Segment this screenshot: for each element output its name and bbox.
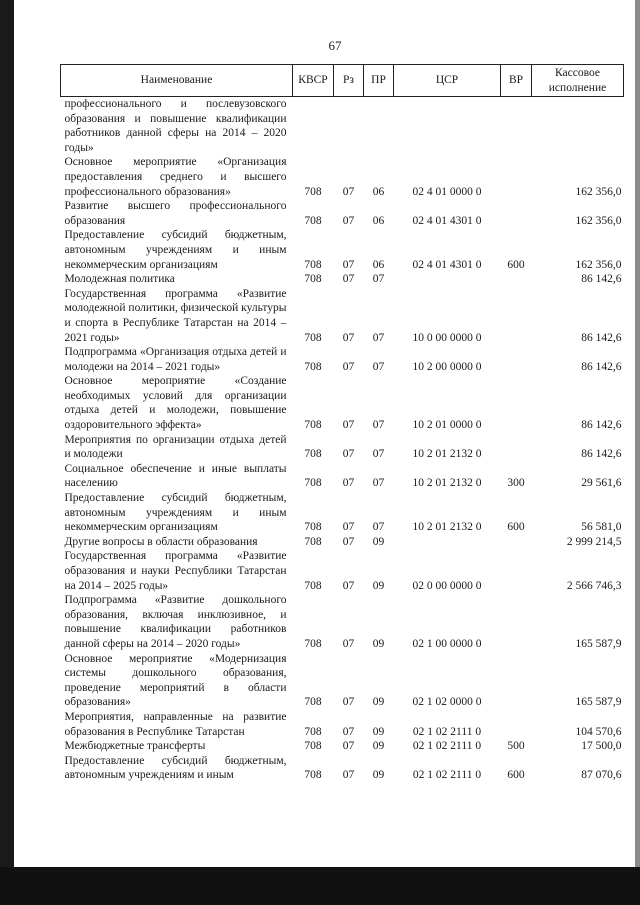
row-pr: 09 [372,535,385,548]
row-vr [501,155,532,199]
row-kvsr: 708 [304,579,322,592]
header-kvsr: КВСР [293,65,334,97]
row-pr [364,97,394,156]
table-row [61,272,624,287]
page-number: 67 [328,38,342,53]
row-vr: 600 [507,258,525,271]
row-vr [501,535,532,550]
row-vr [501,97,532,156]
table-row [61,739,624,754]
row-rz: 07 [342,331,355,344]
row-name: Мероприятия по организации отдыха детей и молодежи [64,433,287,461]
row-rz: 07 [342,579,355,592]
row-name: Подпрограмма «Организация отдыха детей и молодежи на 2014 – 2021 годы» [64,346,287,373]
row-amount: 86 142,6 [581,360,622,373]
row-amount [532,97,624,156]
row-vr: 300 [507,477,525,490]
row-csr: 02 1 02 2111 0 [412,725,482,738]
table-row [61,535,624,550]
row-vr [501,593,532,651]
row-rz: 07 [342,214,355,227]
row-pr: 09 [372,579,385,592]
row-amount: 17 500,0 [581,740,622,753]
row-amount: 165 587,9 [575,637,622,650]
row-csr: 02 1 02 2111 0 [412,769,482,782]
table-header-row [61,65,624,97]
table-row [61,228,624,272]
row-pr: 07 [372,477,385,490]
row-vr [501,652,532,710]
row-csr [394,272,501,287]
row-csr [394,97,501,156]
row-vr: 600 [507,521,525,534]
row-csr: 02 4 01 4301 0 [412,258,482,271]
table-row [61,462,624,491]
scan-edge-right [635,0,640,905]
row-pr: 06 [372,185,385,198]
row-rz [334,97,364,156]
row-kvsr: 708 [304,477,322,490]
row-pr: 09 [372,725,385,738]
row-rz: 07 [342,521,355,534]
row-pr: 06 [372,214,385,227]
row-vr: 500 [507,740,525,753]
header-vr: ВР [501,65,532,97]
row-pr: 07 [372,331,385,344]
row-csr: 10 2 00 0000 0 [412,360,482,373]
row-rz: 07 [342,477,355,490]
table-row [61,287,624,345]
row-name: Межбюджетные трансферты [64,740,206,753]
row-vr [501,549,532,593]
row-rz: 07 [342,535,355,548]
row-rz: 07 [342,637,355,650]
row-pr: 07 [372,360,385,373]
row-vr [501,272,532,287]
row-kvsr: 708 [304,637,322,650]
row-name: Предоставление субсидий бюджетным, автономным учреждениям и иным некоммерческим организациям [64,229,287,271]
row-rz: 07 [342,273,355,286]
row-csr: 02 1 02 0000 0 [412,696,482,709]
table-row [61,491,624,535]
row-name: Основное мероприятие «Организация предоставления среднего и высшего профессионального образования» [64,156,287,198]
row-kvsr: 708 [304,185,322,198]
row-kvsr: 708 [304,360,322,373]
row-amount: 86 142,6 [581,448,622,461]
table-row [61,710,624,739]
row-csr: 02 1 00 0000 0 [412,637,482,650]
row-amount: 165 587,9 [575,696,622,709]
row-rz: 07 [342,419,355,432]
row-rz: 07 [342,258,355,271]
row-pr: 07 [372,273,385,286]
row-vr [501,287,532,345]
row-name: Мероприятия, направленные на развитие образования в Республике Татарстан [64,710,287,738]
row-csr: 10 2 01 0000 0 [412,419,482,432]
row-name: Социальное обеспечение и иные выплаты населению [64,462,287,490]
table-body [61,97,624,783]
row-amount: 162 356,0 [575,214,622,227]
header-csr: ЦСР [394,65,501,97]
row-kvsr: 708 [304,740,322,753]
table-row [61,433,624,462]
row-kvsr: 708 [304,769,322,782]
row-vr [501,374,532,432]
row-vr [501,433,532,462]
table-row [61,549,624,593]
row-rz: 07 [342,725,355,738]
row-csr: 02 0 00 0000 0 [412,579,482,592]
table-row [61,652,624,710]
scan-edge-bottom [0,867,640,905]
row-pr: 07 [372,448,385,461]
row-amount: 162 356,0 [575,258,622,271]
row-pr: 09 [372,769,385,782]
row-name: Предоставление субсидий бюджетным, автономным учреждениям и иным некоммерческим организациям [64,492,287,534]
row-kvsr: 708 [304,419,322,432]
row-vr [501,199,532,228]
row-csr: 10 2 01 2132 0 [412,477,482,490]
row-rz: 07 [342,740,355,753]
row-kvsr [293,97,334,156]
row-name: Другие вопросы в области образования [64,535,258,548]
row-name: Подпрограмма «Развитие дошкольного образования, включая инклюзивное, и повышение квалификации работников данной сферы на 2014 – 2020 годы» [64,594,287,650]
table-row [61,97,624,156]
row-kvsr: 708 [304,448,322,461]
table-row [61,593,624,651]
row-kvsr: 708 [304,331,322,344]
table-row [61,199,624,228]
row-amount: 2 999 214,5 [566,535,622,548]
row-name: Предоставление субсидий бюджетным, автономным учреждениям и иным [64,754,287,782]
row-csr: 02 4 01 0000 0 [412,185,482,198]
row-kvsr: 708 [304,258,322,271]
header-name: Наименование [61,65,293,97]
row-name: Государственная программа «Развитие образования и науки Республики Татарстан на 2014 – 2025 годы» [64,550,287,592]
header-rz: Рз [334,65,364,97]
row-kvsr: 708 [304,696,322,709]
row-vr: 600 [507,769,525,782]
row-kvsr: 708 [304,535,322,548]
table-row [61,155,624,199]
row-amount: 2 566 746,3 [566,579,622,592]
row-name: Молодежная политика [64,273,175,286]
row-name: Развитие высшего профессионального образования [64,200,287,227]
row-amount: 86 142,6 [581,273,622,286]
budget-execution-table [60,64,624,783]
row-pr: 07 [372,521,385,534]
row-kvsr: 708 [304,273,322,286]
row-kvsr: 708 [304,521,322,534]
row-amount: 56 581,0 [581,521,622,534]
row-amount: 86 142,6 [581,419,622,432]
row-vr [501,345,532,374]
row-name: профессионального и послевузовского образования и повышение квалификации работников данной сферы на 2014 – 2020 годы» [64,98,287,154]
row-amount: 87 070,6 [581,769,622,782]
row-csr: 10 0 00 0000 0 [412,331,482,344]
row-name: Государственная программа «Развитие молодежной политики, физической культуры и спорта в Республике Татарстан на 2014 – 2021 годы» [64,287,287,344]
row-pr: 09 [372,637,385,650]
row-rz: 07 [342,769,355,782]
row-rz: 07 [342,360,355,373]
table-row [61,374,624,432]
row-pr: 06 [372,258,385,271]
row-kvsr: 708 [304,214,322,227]
row-rz: 07 [342,448,355,461]
row-csr [394,535,501,550]
row-name: Основное мероприятие «Модернизация системы дошкольного образования, проведение мероприятий в области образования» [64,652,287,709]
row-name: Основное мероприятие «Создание необходимых условий для организации отдыха детей и молодежи, повышение оздоровительного эффекта» [64,375,287,432]
row-csr: 10 2 01 2132 0 [412,448,482,461]
row-amount: 29 561,6 [581,477,622,490]
header-pr: ПР [364,65,394,97]
row-vr [501,710,532,739]
row-rz: 07 [342,185,355,198]
row-pr: 07 [372,419,385,432]
row-amount: 86 142,6 [581,331,622,344]
row-rz: 07 [342,696,355,709]
scan-edge-left [0,0,14,905]
header-amount: Кассовое исполнение [532,65,624,97]
row-pr: 09 [372,696,385,709]
row-csr: 02 4 01 4301 0 [412,214,482,227]
row-amount: 162 356,0 [575,185,622,198]
row-csr: 02 1 02 2111 0 [412,740,482,753]
row-amount: 104 570,6 [575,725,622,738]
row-csr: 10 2 01 2132 0 [412,521,482,534]
table-row [61,754,624,783]
table-row [61,345,624,374]
row-pr: 09 [372,740,385,753]
row-kvsr: 708 [304,725,322,738]
